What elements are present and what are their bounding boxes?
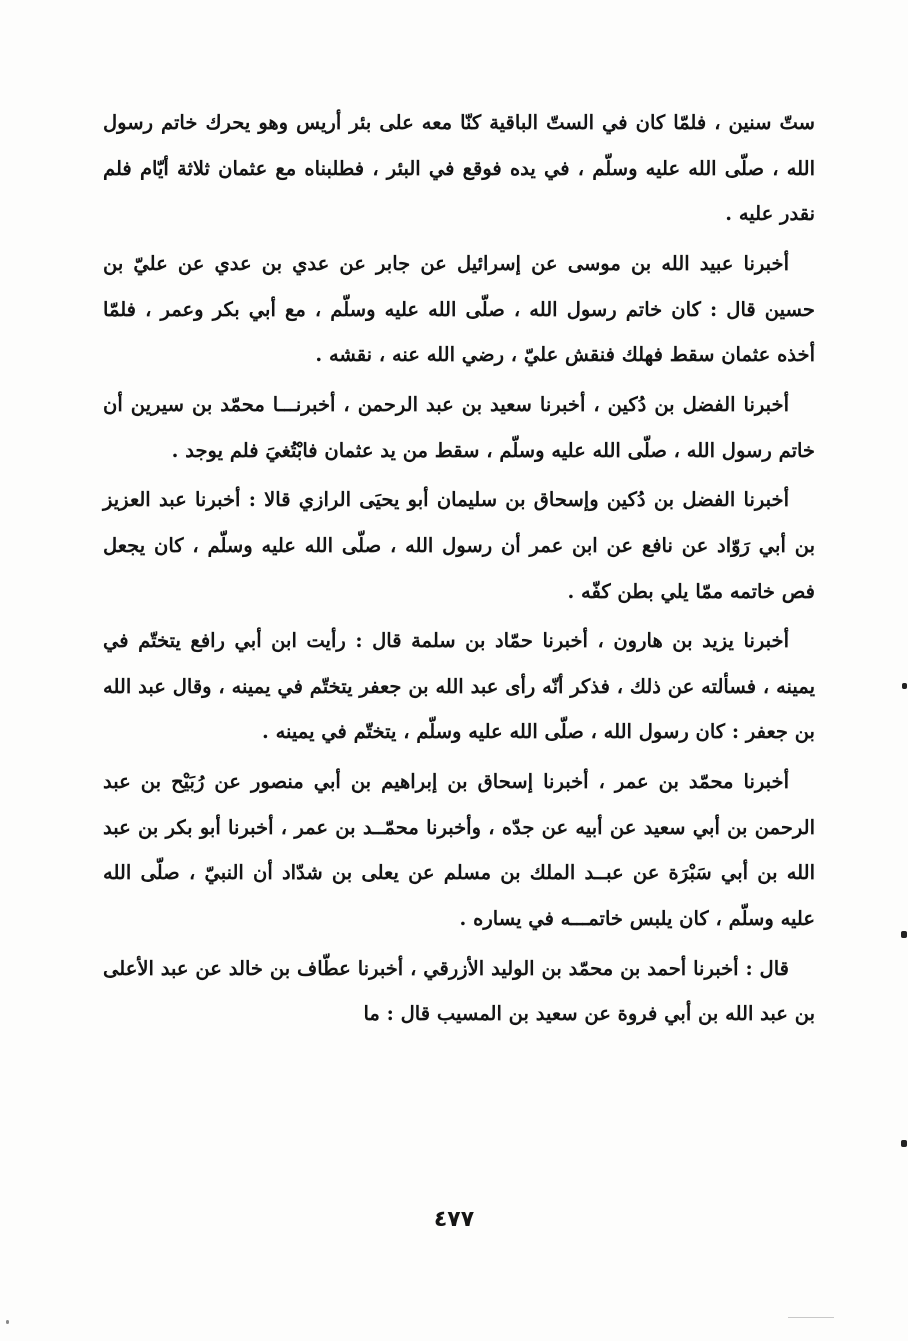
body-text (103, 100, 815, 1041)
paragraph-6: أخبرنا محمّد بن عمر ، أخبرنا إسحاق بن إبراهيم بن أبي منصور عن رُبَيْح بن عبد الرحمن بن أبي سعيد عن أبيه عن جدّه ، وأخبرنا محمّــد بن عمر ، أخبرنا أبو بكر بن عبد الله بن أبي سَبْرَة عن عبــد الملك بن مسلم عن يعلى بن شدّاد أن النبيّ ، صلّى الله عليه وسلّم ، كان يلبس خاتمـــه في يساره . (103, 770, 815, 931)
paragraph-7: قال : أخبرنا أحمد بن محمّد بن الوليد الأزرقي ، أخبرنا عطّاف بن خالد عن عبد الأعلى بن عبد الله بن أبي فروة عن سعيد بن المسيب قال : ما (103, 956, 815, 1026)
scan-line (788, 1317, 834, 1318)
page-number: ٤٧٧ (433, 1207, 475, 1232)
scan-speck (901, 1140, 907, 1147)
paragraph-4: أخبرنا الفضل بن دُكين وإسحاق بن سليمان أبو يحيَى الرازي قالا : أخبرنا عبد العزيز بن أبي رَوّاد عن نافع عن ابن عمر أن رسول الله ، صلّى الله عليه وسلّم ، كان يجعل فص خاتمه ممّا يلي بطن كفّه . (103, 488, 815, 603)
scan-speck (901, 931, 907, 938)
paragraph-5: أخبرنا يزيد بن هارون ، أخبرنا حمّاد بن سلمة قال : رأيت ابن أبي رافع يتختّم في يمينه ، فسألته عن ذلك ، فذكر أنّه رأى عبد الله بن جعفر يتختّم في يمينه ، وقال عبد الله بن جعفر : كان رسول الله ، صلّى الله عليه وسلّم ، يتختّم في يمينه . (103, 629, 815, 744)
paragraph-1: ستّ سنين ، فلمّا كان في الستّ الباقية كنّا معه على بئر أريس وهو يحرك خاتم رسول الله ، صلّى الله عليه وسلّم ، في يده فوقع في البئر ، فطلبناه مع عثمان ثلاثة أيّام فلم نقدر عليه . (103, 111, 815, 226)
paragraph-2: أخبرنا عبيد الله بن موسى عن إسرائيل عن جابر عن عدي بن عدي عن عليّ بن حسين قال : كان خاتم رسول الله ، صلّى الله عليه وسلّم ، مع أبي بكر وعمر ، فلمّا أخذه عثمان سقط فهلك فنقش عليّ ، رضي الله عنه ، نقشه . (103, 251, 815, 367)
scan-speck (6, 1320, 9, 1324)
paragraph-3: أخبرنا الفضل بن دُكين ، أخبرنا سعيد بن عبد الرحمن ، أخبرنـــا محمّد بن سيرين أن خاتم رسول الله ، صلّى الله عليه وسلّم ، سقط من يد عثمان فابْتُغيَ فلم يوجد . (103, 392, 815, 462)
scan-speck (902, 683, 907, 689)
